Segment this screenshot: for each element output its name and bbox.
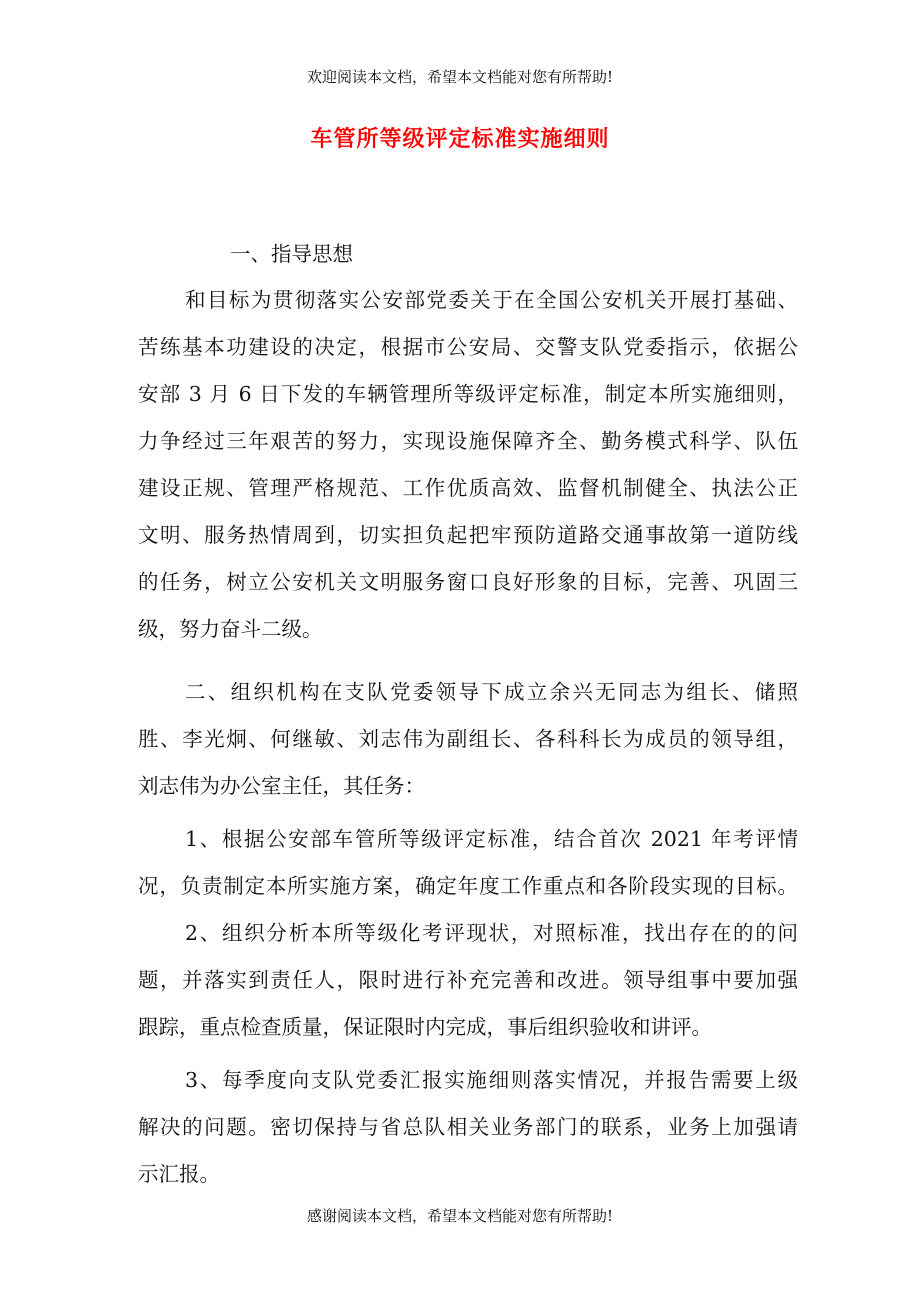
list-item-line: 题，并落实到责任人，限时进行补充完善和改进。领导组事中要加强: [138, 968, 798, 992]
paragraph-line: 刘志伟为办公室主任，其任务：: [138, 774, 425, 798]
list-item-line: 1、根据公安部车管所等级评定标准，结合首次 2021 年考评情: [185, 827, 798, 851]
document-title: 车管所等级评定标准实施细则: [310, 127, 610, 152]
paragraph-line: 的任务，树立公安机关文明服务窗口良好形象的目标，完善、巩固三: [138, 570, 798, 594]
list-item-line: 3、每季度向支队党委汇报实施细则落实情况，并报告需要上级: [185, 1068, 798, 1092]
section-heading: 一、指导思想: [230, 242, 353, 266]
paragraph-line: 建设正规、管理严格规范、工作优质高效、监督机制健全、执法公正: [138, 476, 798, 500]
header-note: 欢迎阅读本文档，希望本文档能对您有所帮助!: [306, 68, 614, 86]
section-heading-paragraph: 二、组织机构在支队党委领导下成立余兴无同志为组长、储照: [185, 680, 798, 704]
paragraph-line: 苦练基本功建设的决定，根据市公安局、交警支队党委指示，依据公: [138, 335, 798, 359]
footer-note: 感谢阅读本文档，希望本文档能对您有所帮助!: [306, 1207, 614, 1225]
paragraph-line: 胜、李光炯、何继敏、刘志伟为副组长、各科科长为成员的领导组，: [138, 727, 798, 751]
paragraph-line: 文明、服务热情周到，切实担负起把牢预防道路交通事故第一道防线: [138, 523, 798, 547]
list-item-line: 示汇报。: [138, 1162, 220, 1186]
list-item-line: 况，负责制定本所实施方案，确定年度工作重点和各阶段实现的目标。: [138, 874, 798, 898]
list-item-line: 解决的问题。密切保持与省总队相关业务部门的联系，业务上加强请: [138, 1115, 798, 1139]
paragraph-line: 级，努力奋斗二级。: [138, 617, 323, 641]
list-item-line: 2、组织分析本所等级化考评现状，对照标准，找出存在的的问: [185, 921, 798, 945]
paragraph-line: 安部 3 月 6 日下发的车辆管理所等级评定标准，制定本所实施细则，: [138, 382, 798, 406]
list-item-line: 跟踪，重点检查质量，保证限时内完成，事后组织验收和讲评。: [138, 1015, 712, 1039]
paragraph-line: 力争经过三年艰苦的努力，实现设施保障齐全、勤务模式科学、队伍: [138, 429, 798, 453]
paragraph-line: 和目标为贯彻落实公安部党委关于在全国公安机关开展打基础、: [185, 288, 798, 312]
